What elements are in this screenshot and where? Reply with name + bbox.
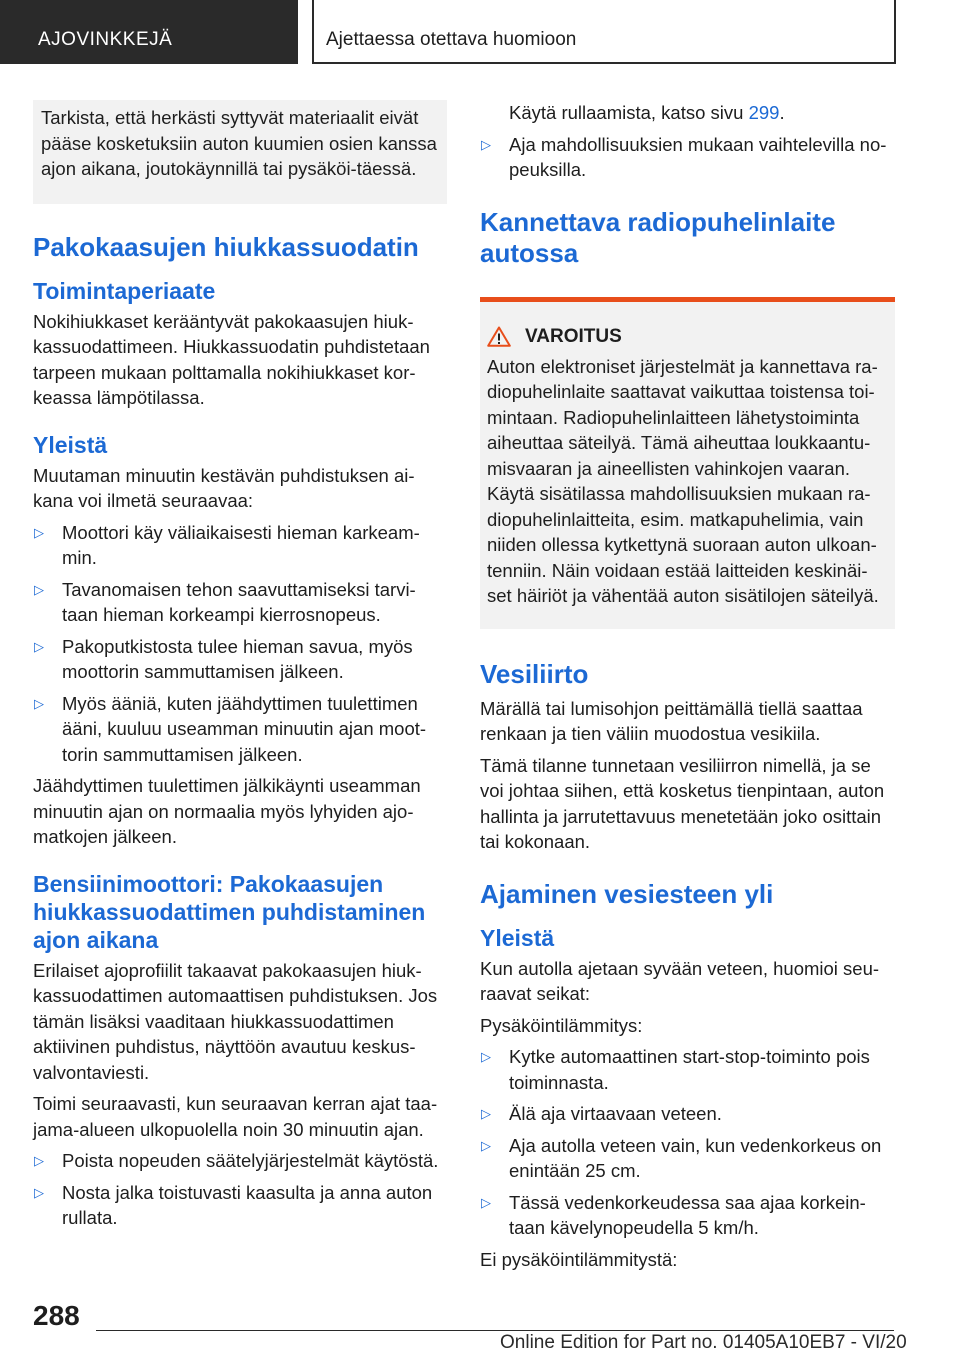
left-column bbox=[33, 100, 447, 1237]
triangle-bullet-icon: ▷ bbox=[34, 524, 44, 540]
water-text: Kun autolla ajetaan syvään veteen, huomioi seu-raavat seikat: bbox=[480, 957, 880, 1004]
triangle-bullet-icon: ▷ bbox=[481, 1049, 491, 1064]
general-list bbox=[33, 520, 447, 768]
right-column bbox=[480, 100, 895, 1278]
heading-aquaplaning: Vesiliirto bbox=[480, 658, 589, 689]
triangle-bullet-icon: ▷ bbox=[34, 1153, 44, 1168]
heading-radio: Kannettava radiopuhelinlaite autossa bbox=[480, 206, 836, 268]
heading-particle-filter: Pakokaasujen hiukkassuodatin bbox=[33, 231, 419, 262]
no-heater-label: Ei pysäköintilämmitystä: bbox=[480, 1248, 678, 1270]
list-item: ▷ Poista nopeuden säätelyjärjestelmät käytöstä. bbox=[33, 1148, 447, 1174]
list-item: ▷ Tässä vedenkorkeudessa saa ajaa korkein-taan kävelynopeudella 5 km/h. bbox=[481, 1191, 866, 1238]
triangle-bullet-icon: ▷ bbox=[481, 1194, 491, 1210]
page-link[interactable]: 299 bbox=[748, 102, 780, 123]
heading-principle: Toimintaperiaate bbox=[33, 277, 216, 304]
warning-title: VAROITUS bbox=[487, 326, 883, 348]
list-item: ▷ Moottori käy väliaikaisesti hieman karkeam-min. bbox=[34, 521, 420, 568]
heading-gasoline-cleaning: Bensiinimoottori: Pakokaasujen hiukkassuodattimen puhdistaminen ajon aikana bbox=[33, 870, 426, 953]
gasoline-list bbox=[33, 1148, 447, 1231]
triangle-bullet-icon: ▷ bbox=[34, 1184, 44, 1200]
list-item: ▷ Nosta jalka toistuvasti kaasulta ja anna auton rullata. bbox=[34, 1181, 433, 1228]
triangle-bullet-icon: ▷ bbox=[34, 695, 44, 711]
list-item: ▷ Aja mahdollisuuksien mukaan vaihtelevilla no-peuksilla. bbox=[481, 133, 887, 180]
aquaplaning-text-1: Märällä tai lumisohjon peittämällä tiellä saattaa renkaan ja tien väliin muodostua vesikiila. bbox=[480, 697, 863, 744]
triangle-bullet-icon: ▷ bbox=[481, 1137, 491, 1153]
subsection-tab: Ajettaessa otettava huomioon bbox=[312, 0, 896, 64]
warning-triangle-icon bbox=[487, 326, 511, 347]
fan-text: Jäähdyttimen tuulettimen jälkikäynti useamman minuutin ajan on normaalia myös lyhyiden ajo-matkojen jälkeen. bbox=[33, 775, 421, 847]
principle-text: Nokihiukkaset kerääntyvät pakokaasujen hiuk-kassuodattimeen. Hiukkassuodatin puhdistetaan tarpeen mukaan polttamalla nokihiukkaset kor-keassa lämpötilassa. bbox=[33, 310, 430, 408]
general-text: Muutaman minuutin kestävän puhdistuksen ai-kana voi ilmetä seuraavaa: bbox=[33, 464, 415, 511]
continued-list bbox=[480, 132, 895, 183]
list-item: ▷ Myös ääniä, kuten jäähdyttimen tuulettimen ääni, kuuluu useamman minuutin ajan moot-torin sammuttamisen jälkeen. bbox=[34, 692, 427, 765]
page-number: 288 bbox=[33, 1300, 80, 1331]
warning-box bbox=[480, 297, 895, 629]
water-list bbox=[480, 1044, 895, 1241]
note-box: Tarkista, että herkästi syttyvät materiaalit eivät pääse kosketuksiin auton kuumien osien kanssa ajon aikana, joutokäynnillä tai pysäköi-täessä. bbox=[33, 100, 447, 204]
heading-general: Yleistä bbox=[33, 431, 108, 458]
heading-general-2: Yleistä bbox=[480, 924, 555, 951]
gasoline-text-2: Toimi seuraavasti, kun seuraavan kerran ajat taa-jama-alueen ulkopuolella noin 30 minuutin ajan. bbox=[33, 1093, 438, 1140]
edition-text: Online Edition for Part no. 01405A10EB7 - VI/20 bbox=[500, 1332, 907, 1353]
aquaplaning-text-2: Tämä tilanne tunnetaan vesiliirron nimellä, ja se voi johtaa siihen, että kosketus tienpintaan, auton hallinta ja jarrutettavuus menetetään joko osittain tai kokonaan. bbox=[480, 754, 885, 852]
footer-divider bbox=[96, 1330, 894, 1331]
triangle-bullet-icon: ▷ bbox=[34, 581, 44, 597]
gasoline-text-1: Erilaiset ajoprofiilit takaavat pakokaasujen hiuk-kassuodattimen automaattisen puhdistuksen. Jos tämän lisäksi vaaditaan hiukkassuodattimen aktiivinen puhdistus, näyttöön avautuu keskus-valvontaviesti. bbox=[33, 959, 438, 1083]
section-tab: AJOVINKKEJÄ bbox=[0, 0, 298, 64]
triangle-bullet-icon: ▷ bbox=[481, 136, 491, 152]
list-item: ▷ Tavanomaisen tehon saavuttamiseksi tarvi-taan hieman korkeampi kierrosnopeus. bbox=[34, 578, 416, 625]
triangle-bullet-icon: ▷ bbox=[481, 1106, 491, 1121]
triangle-bullet-icon: ▷ bbox=[34, 638, 44, 654]
list-item: ▷ Pakoputkistosta tulee hieman savua, myös moottorin sammuttamisen jälkeen. bbox=[34, 635, 413, 682]
heater-label: Pysäköintilämmitys: bbox=[480, 1014, 643, 1036]
warning-text: Auton elektroniset järjestelmät ja kannettava ra-diopuhelinlaite saattavat vaikuttaa toistensa toi-mintaan. Radiopuhelinlaitteen lähetystoiminta aiheuttaa säteilyä. Tämä aiheuttaa loukkaantu-misvaaran ja aineellisten vahinkojen vaaran. Käytä sisätilassa mahdollisuuksien mukaan ra-diopuhelinlaitteita, esim. matkapuhelimia, vain niiden ollessa kytkettynä suoraan auton ulkoan-tenniin. Näin voidaan estää laitteiden keskinäi-set häiriöt ja vähentää auton sisätilojen säteilyä. bbox=[487, 355, 879, 606]
continued-text: Käytä rullaamista, katso sivu 299. bbox=[509, 102, 785, 123]
page-header bbox=[0, 0, 960, 66]
list-item: ▷ Älä aja virtaavaan veteen. bbox=[480, 1101, 895, 1127]
heading-water-crossing: Ajaminen vesiesteen yli bbox=[480, 878, 774, 909]
list-item: ▷ Kytke automaattinen start-stop-toiminto pois toiminnasta. bbox=[481, 1046, 870, 1093]
list-item: ▷ Aja autolla veteen vain, kun vedenkorkeus on enintään 25 cm. bbox=[481, 1134, 882, 1181]
